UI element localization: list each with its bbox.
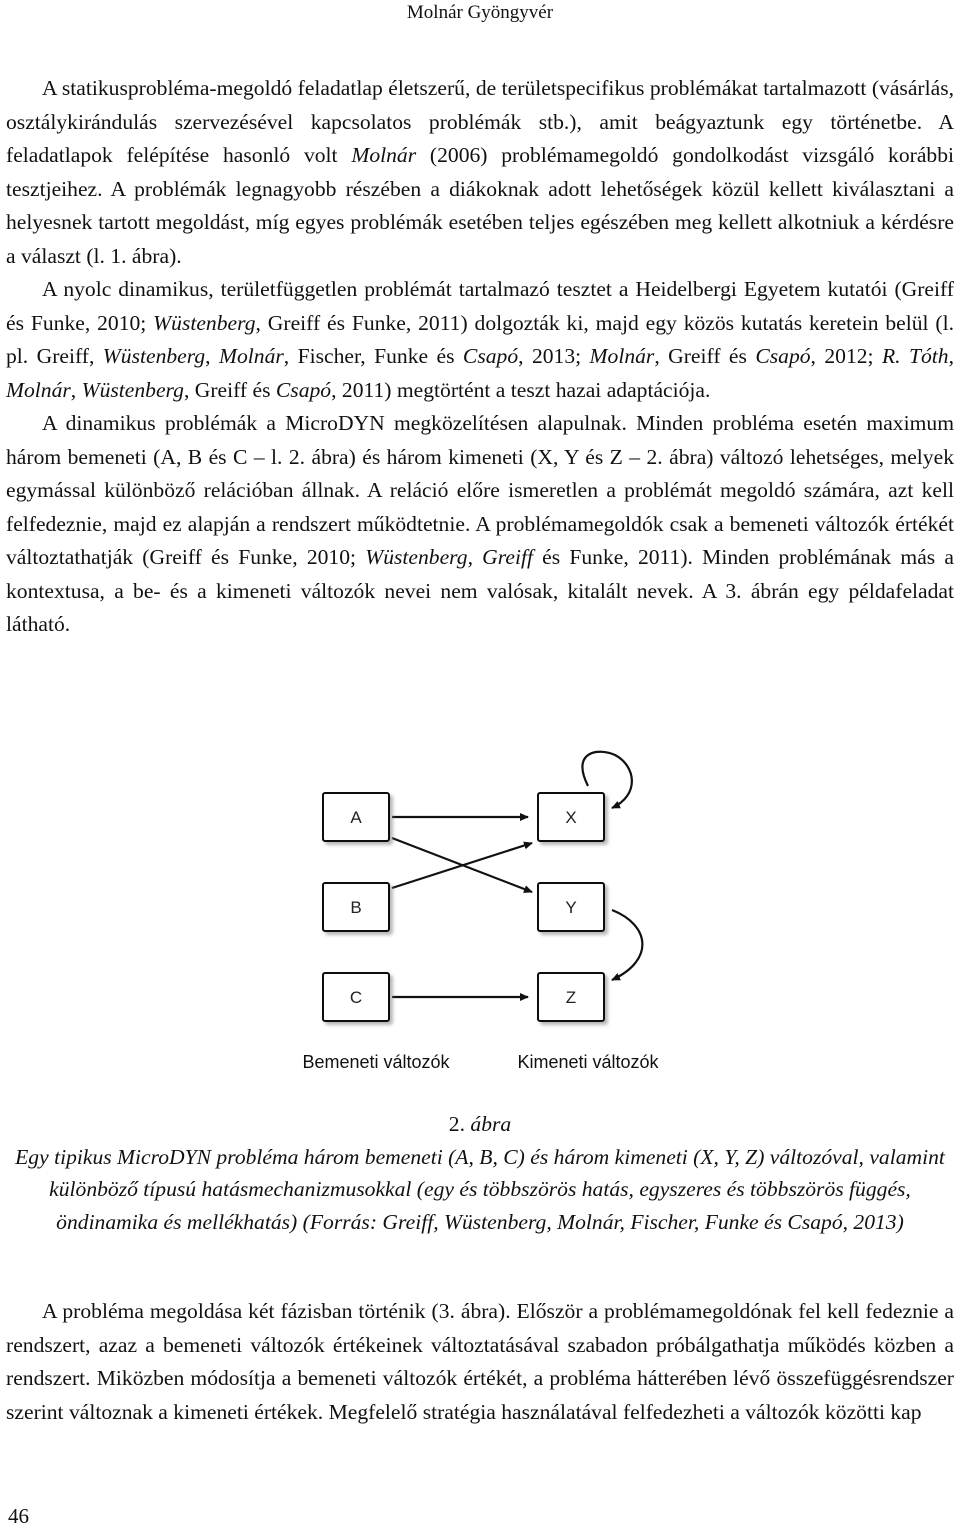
output-node-x-label: X <box>565 808 577 827</box>
figure-label: ábra <box>470 1112 512 1136</box>
output-node-y-label: Y <box>565 898 577 917</box>
paragraph <box>6 72 954 273</box>
text-run: A statikusprobléma-megoldó feladatlap életszerű, de területspecifikus problémákat tartalmazott (vásárlás, osztálykirándulás szervezésével kapcsolatos problémák stb.), amit beágyaztunk egy történetbe. A feladatlapok felépítése hasonló volt <box>6 76 954 167</box>
input-node-c <box>323 973 389 1021</box>
text-run: , <box>205 344 219 368</box>
arrow-y-to-z <box>612 910 642 980</box>
text-run: A dinamikus problémák a MicroDYN megközelítésen alapulnak. Minden probléma esetén maximum három bemeneti (A, B és C – l. 2. ábra) és három kimeneti (X, Y és Z – 2. ábra) változó lehetséges, melyek egymással különböző relációban állnak. A reláció előre ismeretlen a problémát megoldó számára, azt kell felfedeznie, majd ez alapján a rendszert működtetnie. A problémamegoldók csak a bemeneti változók értékét változtathatják (Greiff és Funke, 2010; <box>6 411 954 569</box>
arrow-b-to-x <box>392 843 532 888</box>
text-run: , Greiff és <box>654 344 756 368</box>
text-run: (2006) problémamegoldó gondolkodást vizsgáló korábbi tesztjeihez. A problémák legnagyobb részében a diákoknak adott lehetőségek közül kellett kiválasztani a helyesnek tartott megoldást, míg egyes problémák esetében teljes egészében meg kellett alkotniuk a kérdésre a választ (l. 1. ábra). <box>6 143 954 268</box>
figure-caption-text: Egy tipikus MicroDYN probléma három bemeneti (A, B, C) és három kimeneti (X, Y, Z) változóval, valamint különböző típusú hatásmechanizmusokkal (egy és többszörös hatás, egyszeres és többszörös függés, öndinamika és mellékhatás) (Forrás: Greiff, Wüstenberg, Molnár, Fischer, Funke és Csapó, 2013) <box>15 1144 945 1234</box>
input-node-c-label: C <box>349 988 363 1007</box>
text-run: A probléma megoldása két fázisban történik (3. ábra). Először a problémamegoldónak fel kell fedeznie a rendszert, azaz a bemeneti változók értékeinek változtatásával szabadon próbálgathatja működés közben a rendszert. Miközben módosítja a bemeneti változók értékét, a probléma hátterében lévő összefüggésrendszer szerint változnak a kimeneti értékek. Megfelelő stratégia használatával felfedezheti a változók közötti kap <box>6 1299 954 1424</box>
italic-citation: Wüstenberg <box>81 377 184 402</box>
paragraph <box>6 273 954 407</box>
italic-citation: Wüstenberg <box>102 344 206 368</box>
legend-outputs-label: Kimeneti változók <box>517 1052 659 1072</box>
italic-citation: Csapó <box>755 344 811 368</box>
figure-number: 2. <box>448 1112 465 1136</box>
microdyn-diagram <box>0 740 960 1100</box>
italic-citation: Csapó <box>275 377 332 402</box>
italic-citation: Wüstenberg <box>153 310 256 335</box>
legend-inputs-label: Bemeneti változók <box>302 1052 450 1072</box>
figure-caption <box>0 1108 960 1238</box>
input-node-a <box>323 793 389 841</box>
text-run: és Funke, 2011). Minden problémának más a kontextusa, a be- és a kimeneti változók nevei nem valósak, kitalált nevek. A 3. ábrán egy példafeladat látható. <box>6 545 954 636</box>
input-node-a-label: A <box>350 808 362 827</box>
running-header: Molnár Gyöngyvér <box>406 2 554 23</box>
input-node-b <box>323 883 389 931</box>
output-node-z <box>538 973 604 1021</box>
italic-citation: Wüstenberg, Greiff <box>365 545 533 569</box>
body-text-top <box>6 72 954 642</box>
figure-caption-title <box>0 1108 960 1141</box>
input-node-b-label: B <box>350 898 362 917</box>
output-node-y <box>538 883 604 931</box>
italic-citation: Molnár <box>218 344 284 368</box>
italic-citation: Molnár <box>589 344 655 368</box>
output-node-x <box>538 793 604 841</box>
text-run: , 2013; <box>518 344 590 368</box>
text-run: , Fischer, Funke és <box>283 344 463 368</box>
text-run: , <box>70 377 82 402</box>
text-run: A nyolc dinamikus, területfüggetlen problémát tartalmazó tesztet a Heidelbergi Egyetem kutatói (Greiff és Funke, 2010; <box>6 277 954 335</box>
paragraph <box>6 1295 954 1429</box>
italic-citation: R. Tóth <box>881 344 949 368</box>
italic-citation: Csapó <box>462 344 519 368</box>
paragraph <box>6 407 954 642</box>
text-run: , 2011) megtörtént a teszt hazai adaptációja. <box>331 377 711 402</box>
output-node-z-label: Z <box>565 988 577 1007</box>
figure-microdyn-diagram <box>0 740 960 1100</box>
italic-citation: Molnár <box>6 377 71 402</box>
text-run: , Greiff és <box>183 377 276 402</box>
italic-citation: Molnár <box>351 143 417 167</box>
body-text-bottom <box>6 1295 954 1429</box>
text-run: , Greiff és Funke, 2011) dolgozták ki, majd egy közös kutatás keretein belül (l. pl. Greiff, <box>6 310 954 368</box>
text-run: , <box>948 344 954 368</box>
text-run: , 2012; <box>810 344 882 368</box>
page-number: 46 <box>8 1504 29 1528</box>
